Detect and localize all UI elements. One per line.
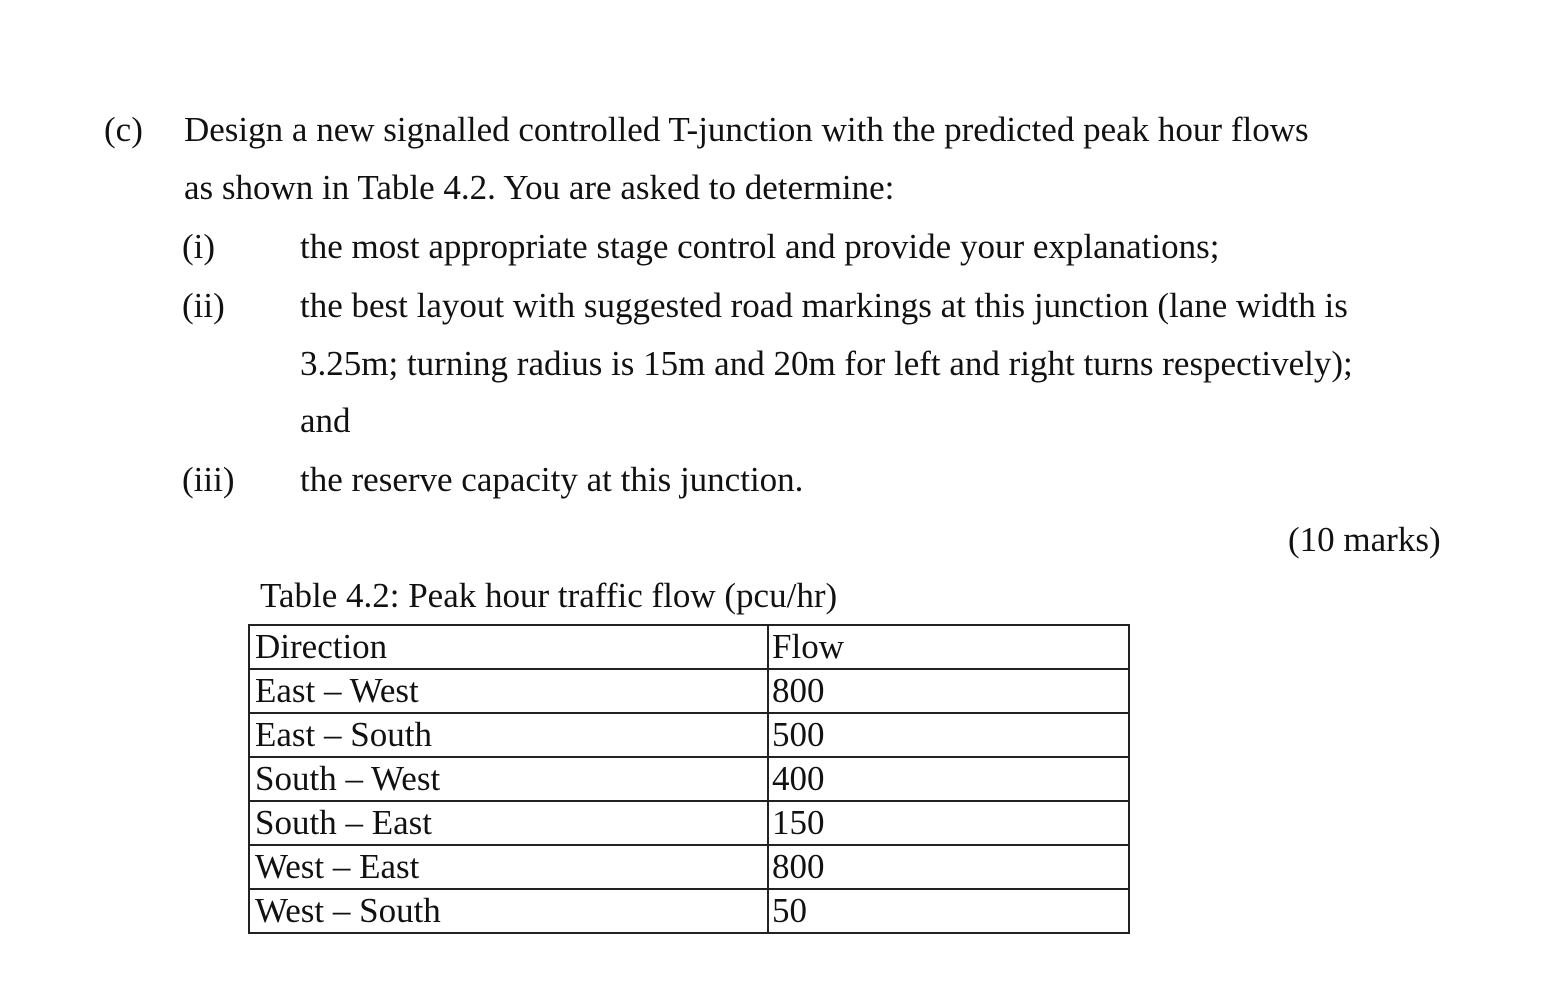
item-ii-text-line1: the best layout with suggested road markings at this junction (lane width is <box>300 286 1348 325</box>
question-text-line2: as shown in Table 4.2. You are asked to determine: <box>184 168 895 207</box>
table-row <box>249 713 1129 757</box>
table-row <box>249 669 1129 713</box>
table-row <box>249 889 1129 933</box>
flow-cell: 150 <box>768 801 1129 845</box>
item-ii-number: (ii) <box>182 286 225 325</box>
table-row <box>249 757 1129 801</box>
flow-cell: 50 <box>768 889 1129 933</box>
flow-cell: 500 <box>768 713 1129 757</box>
table-row <box>249 845 1129 889</box>
flow-cell: 800 <box>768 845 1129 889</box>
direction-cell: South – West <box>249 757 768 801</box>
item-iii-text: the reserve capacity at this junction. <box>300 460 804 499</box>
flow-cell: 400 <box>768 757 1129 801</box>
question-text-line1: Design a new signalled controlled T-junction with the predicted peak hour flows <box>184 110 1309 149</box>
marks: (10 marks) <box>1288 520 1441 559</box>
direction-cell: East – West <box>249 669 768 713</box>
table-row <box>249 801 1129 845</box>
direction-cell: West – South <box>249 889 768 933</box>
item-i-text: the most appropriate stage control and provide your explanations; <box>300 227 1220 266</box>
question-label: (c) <box>104 110 143 149</box>
item-iii-number: (iii) <box>182 460 235 499</box>
item-ii-text-line2: 3.25m; turning radius is 15m and 20m for left and right turns respectively); <box>300 344 1353 383</box>
header-direction: Direction <box>249 625 768 669</box>
flow-table <box>248 624 1130 934</box>
table-header-row <box>249 625 1129 669</box>
direction-cell: South – East <box>249 801 768 845</box>
item-i-number: (i) <box>182 227 216 266</box>
table-caption: Table 4.2: Peak hour traffic flow (pcu/hr) <box>260 576 838 615</box>
item-ii-text-line3: and <box>300 401 351 440</box>
direction-cell: West – East <box>249 845 768 889</box>
flow-cell: 800 <box>768 669 1129 713</box>
header-flow: Flow <box>768 625 1129 669</box>
direction-cell: East – South <box>249 713 768 757</box>
